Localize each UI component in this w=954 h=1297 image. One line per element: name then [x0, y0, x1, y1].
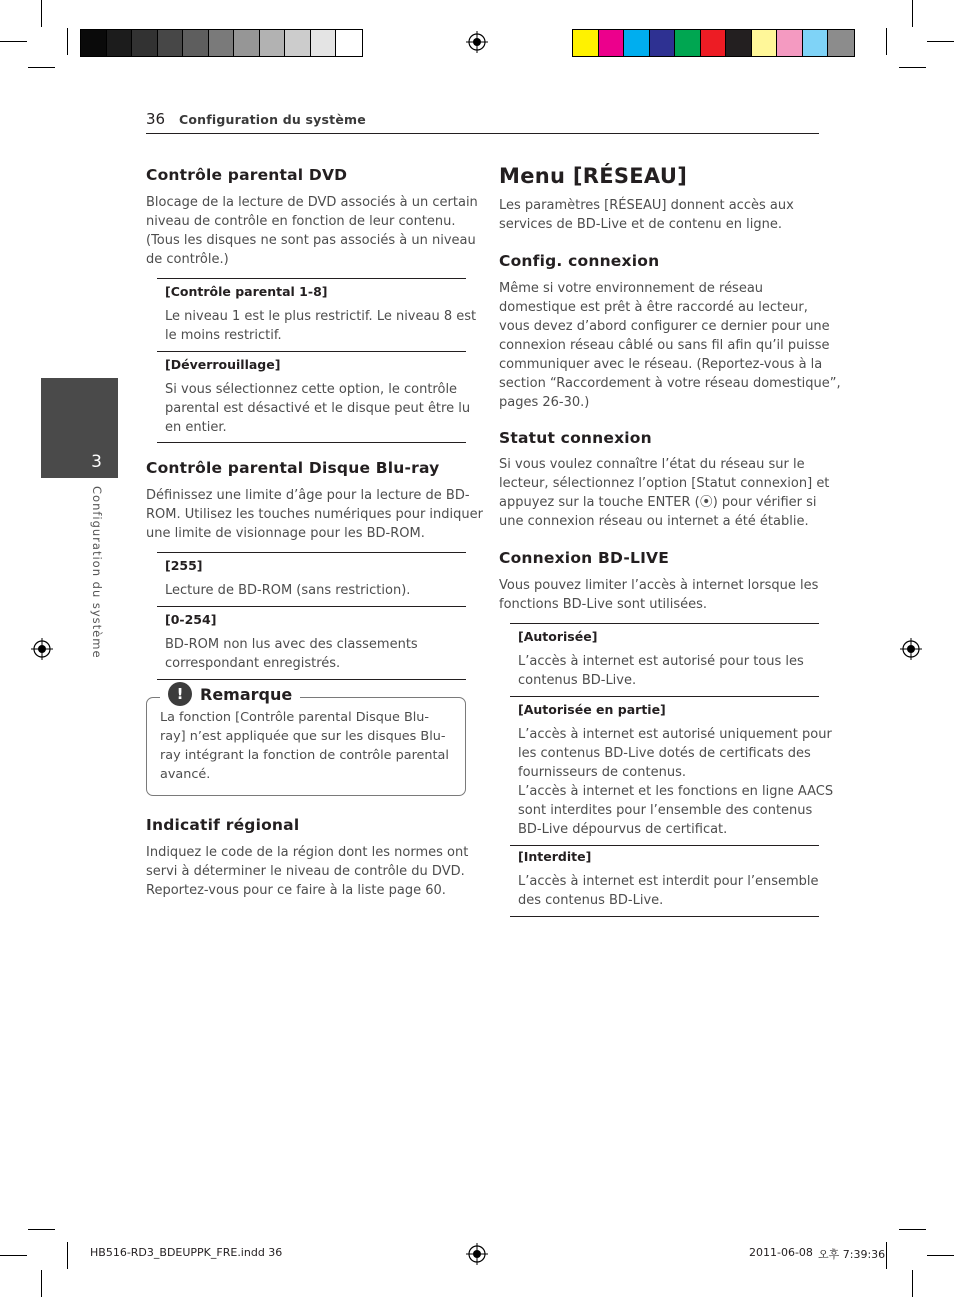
footer-date: 2011-06-08	[749, 1246, 813, 1259]
text-line: lecteur, sélectionnez l’option [Statut connexion] et	[499, 476, 830, 491]
bdlive-heading: Connexion BD-LIVE	[499, 549, 670, 567]
option-description	[165, 380, 470, 437]
text-line: des contenus BD-Live.	[518, 893, 664, 908]
dvd-parental-heading: Contrôle parental DVD	[146, 166, 348, 184]
text-line: de contrôle.)	[146, 252, 229, 267]
running-title: Configuration du système	[179, 112, 366, 127]
crop-mark	[41, 1270, 42, 1297]
color-swatch	[311, 30, 337, 56]
crop-mark	[912, 1270, 913, 1297]
option-title: [Interdite]	[518, 849, 592, 864]
color-swatch	[624, 30, 650, 56]
text-line: communiquer avec le réseau. (Reportez-vous à la	[499, 357, 823, 372]
divider	[157, 442, 466, 443]
text-line: section “Raccordement à votre réseau domestique”,	[499, 376, 841, 391]
text-line: ray] n’est appliquée que sur les disques Blu-	[160, 729, 446, 744]
exclamation-icon: !	[168, 682, 192, 706]
color-swatch	[650, 30, 676, 56]
color-swatch	[803, 30, 829, 56]
text-line: BD-ROM non lus avec des classements	[165, 637, 418, 652]
bdlive-text	[499, 576, 818, 614]
option-title: [255]	[165, 558, 203, 573]
color-swatch	[183, 30, 209, 56]
color-swatch	[260, 30, 286, 56]
color-swatch	[107, 30, 133, 56]
registration-mark-icon	[466, 31, 488, 53]
color-swatch	[336, 30, 362, 56]
text-line: domestique est prêt à être raccordé au lecteur,	[499, 300, 808, 315]
note-header	[160, 682, 300, 706]
connection-status-text	[499, 455, 829, 531]
text-line: parental est désactivé et le disque peut être lu	[165, 401, 471, 416]
text-line: services de BD-Live et de contenu en ligne.	[499, 217, 783, 232]
color-swatch	[285, 30, 311, 56]
option-description	[165, 581, 410, 600]
region-code-text	[146, 843, 468, 900]
crop-mark	[0, 1255, 27, 1256]
footer-time: 오후 7:39:36	[818, 1248, 886, 1261]
option-description	[165, 307, 476, 345]
text-line: appuyez sur la touche ENTER (⦿) pour vérifier si	[499, 495, 817, 510]
region-code-heading: Indicatif régional	[146, 816, 300, 834]
text-line: sont interdites pour l’ensemble des contenus	[518, 803, 813, 818]
color-bar	[572, 29, 855, 57]
color-swatch	[701, 30, 727, 56]
text-line: en entier.	[165, 420, 227, 435]
color-swatch	[828, 30, 854, 56]
registration-mark-icon	[466, 1243, 488, 1265]
bluray-parental-heading: Contrôle parental Disque Blu-ray	[146, 459, 440, 477]
crop-mark	[28, 67, 55, 68]
chapter-label: Configuration du système	[90, 486, 104, 659]
color-swatch	[573, 30, 599, 56]
network-menu-text	[499, 196, 794, 234]
text-line: Si vous sélectionnez cette option, le contrôle	[165, 382, 458, 397]
registration-mark-icon	[900, 638, 922, 660]
text-line: Vous pouvez limiter l’accès à internet lorsque les	[499, 578, 819, 593]
text-line: vous devez d’abord configurer ce dernier pour une	[499, 319, 830, 334]
crop-mark	[899, 1229, 926, 1230]
text-line: Définissez une limite d’âge pour la lecture de BD-	[146, 488, 470, 503]
text-line: fonctions BD-Live sont utilisées.	[499, 597, 708, 612]
divider	[510, 845, 819, 846]
divider	[510, 916, 819, 917]
color-swatch	[599, 30, 625, 56]
footer-filename: HB516-RD3_BDEUPPK_FRE.indd 36	[90, 1246, 283, 1259]
text-line: Si vous voulez connaître l’état du réseau sur le	[499, 457, 805, 472]
crop-mark	[899, 67, 926, 68]
divider	[510, 623, 819, 624]
text-line: correspondant enregistrés.	[165, 656, 341, 671]
note-title: Remarque	[200, 684, 293, 704]
text-line: Blocage de la lecture de DVD associés à un certain	[146, 195, 478, 210]
chapter-tab	[41, 378, 118, 478]
config-connection-text	[499, 279, 841, 412]
text-line: contenus BD-Live.	[518, 673, 637, 688]
divider	[157, 351, 466, 352]
text-line: avancé.	[160, 767, 211, 782]
text-line: Reportez-vous pour ce faire à la liste page 60.	[146, 883, 446, 898]
text-line: pages 26-30.)	[499, 395, 590, 410]
text-line: une connexion réseau ou internet a été établie.	[499, 514, 809, 529]
network-menu-heading: Menu [RÉSEAU]	[499, 164, 688, 188]
text-line: L’accès à internet est autorisé pour tous les	[518, 654, 804, 669]
text-line: Même si votre environnement de réseau	[499, 281, 764, 296]
note-text	[160, 708, 449, 784]
text-line: (Tous les disques ne sont pas associés à un niveau	[146, 233, 476, 248]
text-line: connexion réseau câblé ou sans fil afin qu’il puisse	[499, 338, 830, 353]
text-line: les contenus BD-Live dotés de certificats des	[518, 746, 811, 761]
option-title: [Déverrouillage]	[165, 357, 281, 372]
crop-mark	[927, 41, 954, 42]
divider	[157, 552, 466, 553]
crop-mark	[0, 41, 27, 42]
color-swatch	[726, 30, 752, 56]
option-description	[518, 725, 833, 839]
crop-mark	[67, 28, 68, 55]
color-swatch	[81, 30, 107, 56]
crop-mark	[886, 28, 887, 55]
text-line: servi à déterminer le niveau de contrôle du DVD.	[146, 864, 465, 879]
text-line: L’accès à internet est autorisé uniquement pour	[518, 727, 832, 742]
option-title: [Autorisée]	[518, 629, 598, 644]
text-line: Indiquez le code de la région dont les normes ont	[146, 845, 469, 860]
color-swatch	[234, 30, 260, 56]
option-title: [Contrôle parental 1-8]	[165, 284, 328, 299]
text-line: le moins restrictif.	[165, 328, 282, 343]
option-description	[518, 652, 804, 690]
text-line: L’accès à internet et les fonctions en ligne AACS	[518, 784, 834, 799]
crop-mark	[41, 0, 42, 27]
text-line: ray intégrant la fonction de contrôle parental	[160, 748, 449, 763]
divider	[157, 278, 466, 279]
color-swatch	[675, 30, 701, 56]
text-line: niveau de contrôle en fonction de leur contenu.	[146, 214, 456, 229]
option-title: [0-254]	[165, 612, 217, 627]
dvd-parental-text	[146, 193, 478, 269]
crop-mark	[927, 1255, 954, 1256]
registration-mark-icon	[31, 638, 53, 660]
crop-mark	[67, 1242, 68, 1269]
divider	[157, 679, 466, 680]
bluray-parental-text	[146, 486, 483, 543]
color-swatch	[752, 30, 778, 56]
crop-mark	[912, 0, 913, 27]
text-line: une limite de visionnage pour les BD-ROM.	[146, 526, 425, 541]
config-connection-heading: Config. connexion	[499, 252, 660, 270]
color-swatch	[132, 30, 158, 56]
gray-color-bar	[80, 29, 363, 57]
crop-mark	[886, 1242, 887, 1269]
crop-mark	[28, 1229, 55, 1230]
color-swatch	[209, 30, 235, 56]
text-line: fournisseurs de contenus.	[518, 765, 686, 780]
option-title: [Autorisée en partie]	[518, 702, 666, 717]
color-swatch	[158, 30, 184, 56]
text-line: BD-Live dépourvus de certificat.	[518, 822, 728, 837]
chapter-number: 3	[91, 452, 102, 472]
text-line: Lecture de BD-ROM (sans restriction).	[165, 583, 411, 598]
option-description	[165, 635, 418, 673]
text-line: Les paramètres [RÉSEAU] donnent accès aux	[499, 198, 794, 213]
header-rule	[146, 133, 819, 134]
divider	[157, 606, 466, 607]
color-swatch	[777, 30, 803, 56]
page-number: 36	[146, 110, 166, 128]
text-line: Le niveau 1 est le plus restrictif. Le niveau 8 est	[165, 309, 477, 324]
text-line: ROM. Utilisez les touches numériques pour indiquer	[146, 507, 483, 522]
divider	[510, 696, 819, 697]
text-line: L’accès à internet est interdit pour l’ensemble	[518, 874, 819, 889]
text-line: La fonction [Contrôle parental Disque Blu-	[160, 710, 430, 725]
option-description	[518, 872, 819, 910]
connection-status-heading: Statut connexion	[499, 429, 652, 447]
